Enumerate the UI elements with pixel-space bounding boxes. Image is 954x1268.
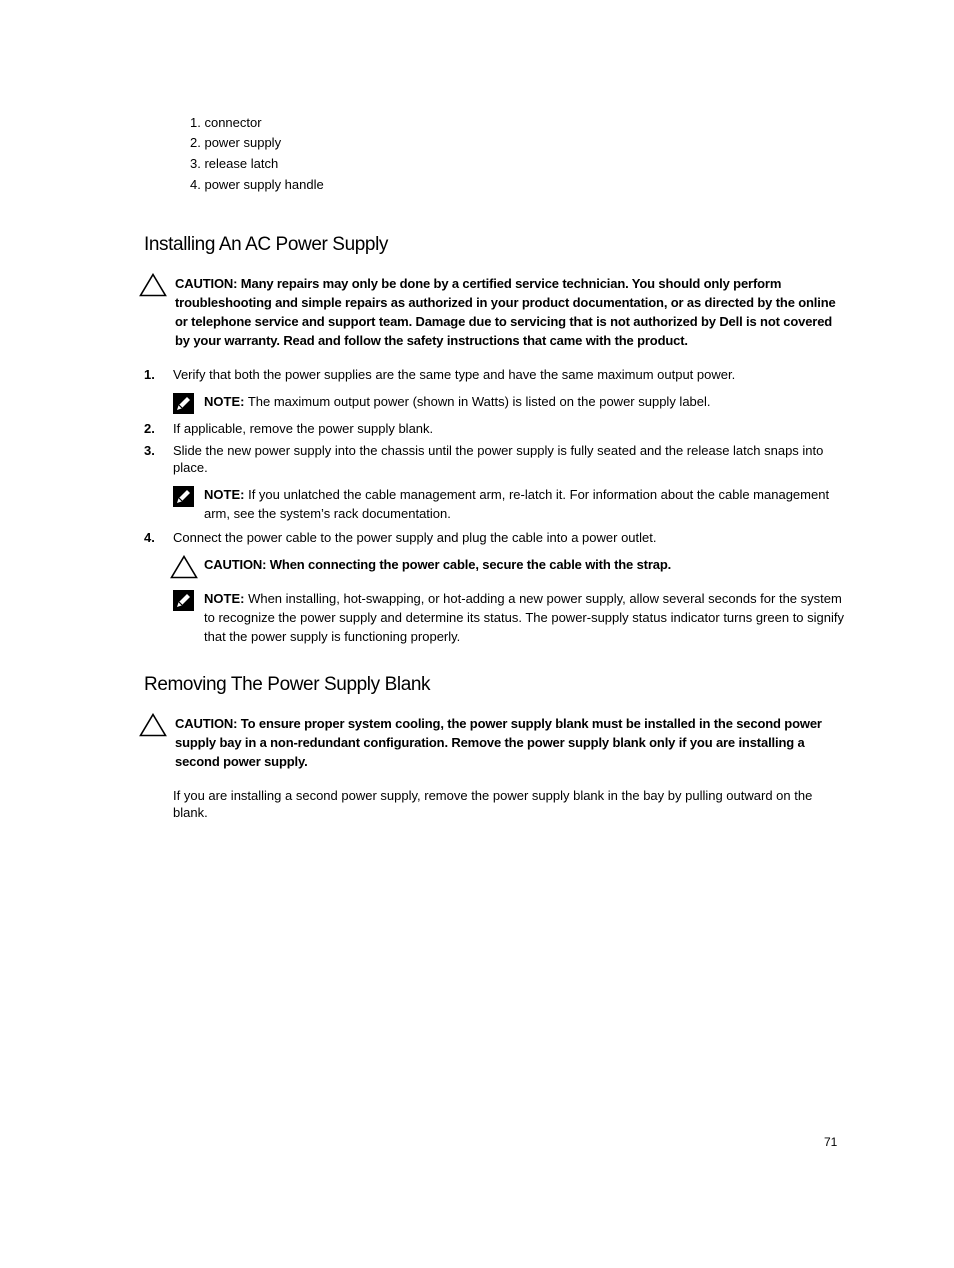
legend-item: 2. power supply — [190, 135, 282, 150]
note-pencil-icon — [173, 590, 194, 611]
note-pencil-icon — [173, 393, 194, 414]
note-text — [204, 485, 834, 523]
note-body: If you unlatched the cable management arm, re-latch it. For information about the cable management arm, see the system’s rack documentation. — [204, 487, 830, 521]
note-label: NOTE: — [204, 487, 245, 502]
caution-text: CAUTION: Many repairs may only be done by a certified service technician. You should only perform troubleshooting and simple repairs as authorized in your product documentation, or as directed by the online or telephone service and support team. Damage due to servicing that is not authorized by Dell is not covered by your warranty. Read and follow the safety instructions that came with the product. — [175, 276, 836, 348]
section-title-installing: Installing An AC Power Supply — [144, 234, 388, 255]
legend-item: 4. power supply handle — [190, 177, 324, 192]
legend-label: release latch — [204, 156, 279, 171]
note-body: The maximum output power (shown in Watts) is listed on the power supply label. — [247, 394, 711, 409]
step-number: 3. — [144, 443, 155, 458]
step-text: Connect the power cable to the power supply and plug the cable into a power outlet. — [173, 530, 657, 545]
legend-item: 1. connector — [190, 115, 262, 130]
body-paragraph: If you are installing a second power supply, remove the power supply blank in the bay by pulling outward on the blank. — [173, 788, 813, 820]
step-text: If applicable, remove the power supply blank. — [173, 421, 434, 436]
step-text: Slide the new power supply into the chassis until the power supply is fully seated and the release latch snaps into place. — [173, 443, 824, 475]
legend-label: connector — [204, 115, 262, 130]
page-number: 71 — [824, 1135, 838, 1149]
step-number: 1. — [144, 367, 155, 382]
step-number: 2. — [144, 421, 155, 436]
caution-text: CAUTION: To ensure proper system cooling, the power supply blank must be installed in the second power supply bay in a non-redundant configuration. Remove the power supply blank only if you are installing a second power supply. — [175, 716, 822, 769]
note-pencil-icon — [173, 486, 194, 507]
section-title-removing: Removing The Power Supply Blank — [144, 674, 431, 695]
caution-icon — [139, 273, 167, 297]
caution-icon — [170, 555, 198, 579]
caution-icon — [139, 713, 167, 737]
caution-text: CAUTION: When connecting the power cable, secure the cable with the strap. — [204, 557, 672, 572]
legend-label: power supply — [204, 135, 282, 150]
note-body: When installing, hot-swapping, or hot-adding a new power supply, allow several seconds for the system to recognize the power supply and determine its status. The power-supply status indicator turns green to signify that the power supply is functioning properly. — [204, 591, 844, 644]
note-text — [204, 392, 844, 411]
step-number: 4. — [144, 530, 155, 545]
note-label: NOTE: — [204, 394, 245, 409]
legend-item: 3. release latch — [190, 156, 279, 171]
step-text: Verify that both the power supplies are the same type and have the same maximum output power. — [173, 367, 736, 382]
note-text — [204, 589, 844, 646]
note-label: NOTE: — [204, 591, 245, 606]
legend-label: power supply handle — [204, 177, 324, 192]
